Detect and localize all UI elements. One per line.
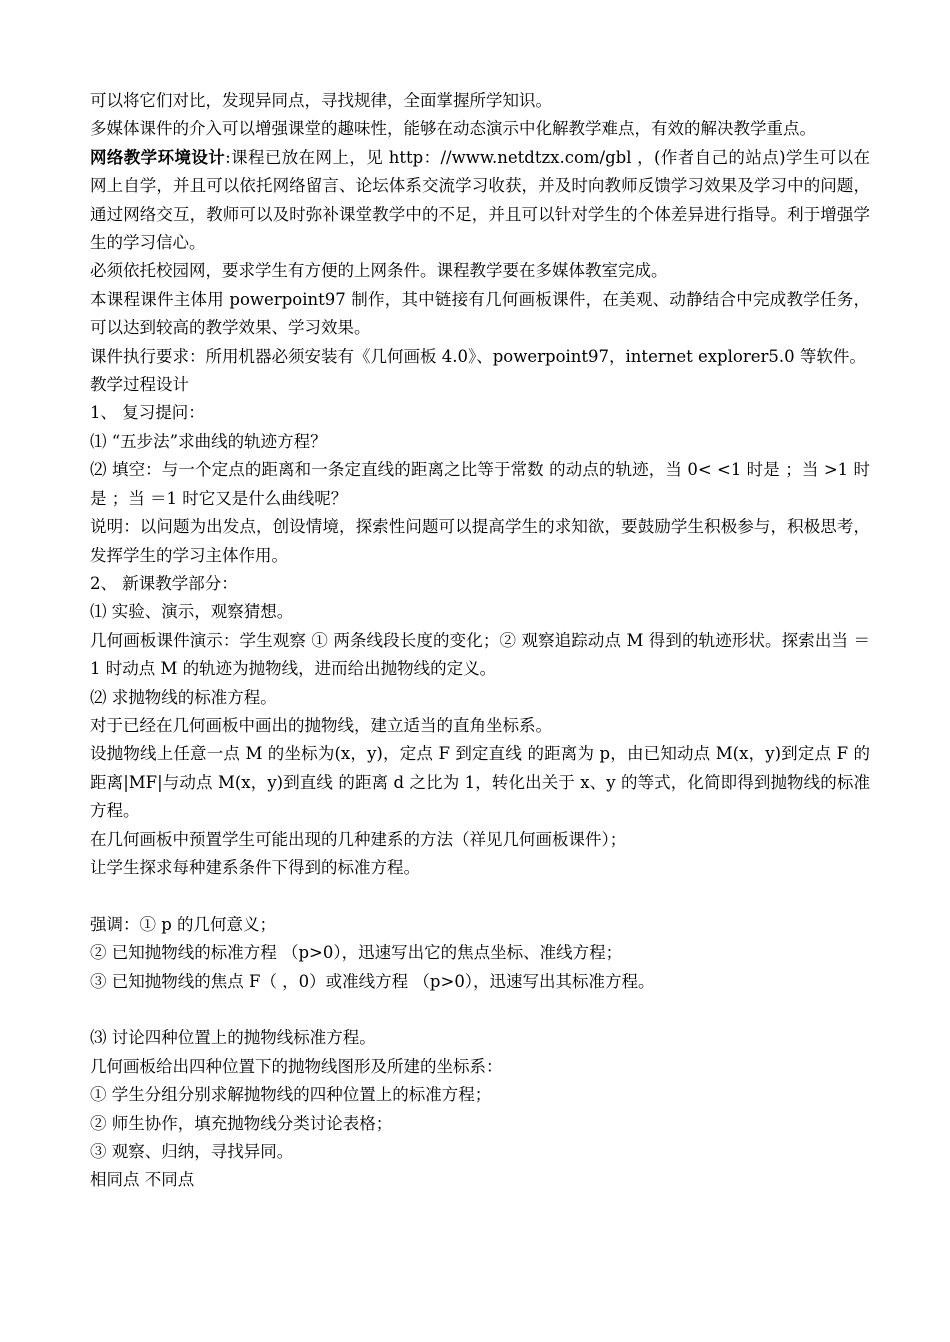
paragraph-text: :课程已放在网上，见 http：//www.netdtzx.com/gbl ，(作者自己的站点)学生可以在网上自学，并且可以依托网络留言、论坛体系交流学习收获，并及时向教师反馈学习效果及学习中的问题，通过网络交互，教师可以及时弥补课堂教学中的不足，并且可以针对学生的个体差异进行指导。利于增强学生的学习信心。 [90,147,871,253]
paragraph: 让学生探求每种建系条件下得到的标准方程。 [90,857,420,877]
list-item: ⑴ 实验、演示，观察猜想。 [90,602,294,622]
section-label: 网络教学环境设计 [90,147,226,167]
paragraph: 可以将它们对比，发现异同点，寻找规律，全面掌握所学知识。 [90,91,552,110]
paragraph: 在几何画板中预置学生可能出现的几种建系的方法（祥见几何画板课件）； [90,829,627,849]
list-item: ⑶ 讨论四种位置上的抛物线标准方程。 [90,1028,376,1048]
list-item: ⑵ 填空：与一个定点的距离和一条定直线的距离之比等于常数 的动点的轨迹，当 0< <1 时是 ；当 >1 时是 ；当 ＝1 时它又是什么曲线呢？ [90,460,870,508]
list-item: ① 学生分组分别求解抛物线的四种位置上的标准方程； [90,1085,492,1105]
paragraph: 几何画板课件演示：学生观察 ① 两条线段长度的变化；② 观察追踪动点 M 得到的轨迹形状。探索出当 ＝1 时动点 M 的轨迹为抛物线，进而给出抛物线的定义。 [90,630,870,679]
numbered-heading: 1、 复习提问： [90,403,205,423]
paragraph: 几何画板给出四种位置下的抛物线图形及所建的坐标系： [90,1056,503,1076]
paragraph: 必须依托校园网，要求学生有方便的上网条件。课程教学要在多媒体教室完成。 [90,261,668,281]
list-item: ③ 已知抛物线的焦点 F（ ，0）或准线方程 （p>0），迅速写出其标准方程。 [90,971,655,991]
paragraph: 多媒体课件的介入可以增强课堂的趣味性，能够在动态演示中化解教学难点，有效的解决教学重点。 [90,119,816,139]
paragraph: 设抛物线上任意一点 M 的坐标为(x，y)，定点 F 到定直线 的距离为 p，由已知动点 M(x，y)到定点 F 的距离|MF|与动点 M(x，y)到直线 的距离 d 之比为 1，转化出关于 x、y 的等式，化简即得到抛物线的标准方程。 [90,744,870,821]
paragraph: 说明：以问题为出发点，创设情境，探索性问题可以提高学生的求知欲，要鼓励学生积极参与，积极思考，发挥学生的学习主体作用。 [90,517,870,565]
list-item: ② 师生协作，填充抛物线分类讨论表格； [90,1113,393,1133]
list-item: ③ 观察、归纳，寻找异同。 [90,1142,294,1161]
paragraph [90,144,870,258]
document-page [90,87,870,1195]
list-item: ⑵ 求抛物线的标准方程。 [90,687,277,707]
paragraph: 课件执行要求：所用机器必须安装有《几何画板 4.0》、powerpoint97，internet explorer5.0 等软件。 [90,346,866,366]
list-item: ⑴ “五步法”求曲线的轨迹方程？ [90,431,327,451]
section-heading: 教学过程设计 [90,375,189,395]
blank-line [90,996,870,1024]
list-item: ② 已知抛物线的标准方程 （p>0），迅速写出它的焦点坐标、准线方程； [90,943,623,963]
paragraph: 本课程课件主体用 powerpoint97 制作，其中链接有几何画板课件，在美观、动静结合中完成教学任务，可以达到较高的教学效果、学习效果。 [90,289,870,338]
paragraph: 强调：① p 的几何意义； [90,914,277,934]
paragraph: 对于已经在几何画板中画出的抛物线，建立适当的直角坐标系。 [90,715,552,735]
numbered-heading: 2、 新课教学部分： [90,573,238,593]
blank-line [90,882,870,910]
paragraph: 相同点 不同点 [90,1170,195,1190]
